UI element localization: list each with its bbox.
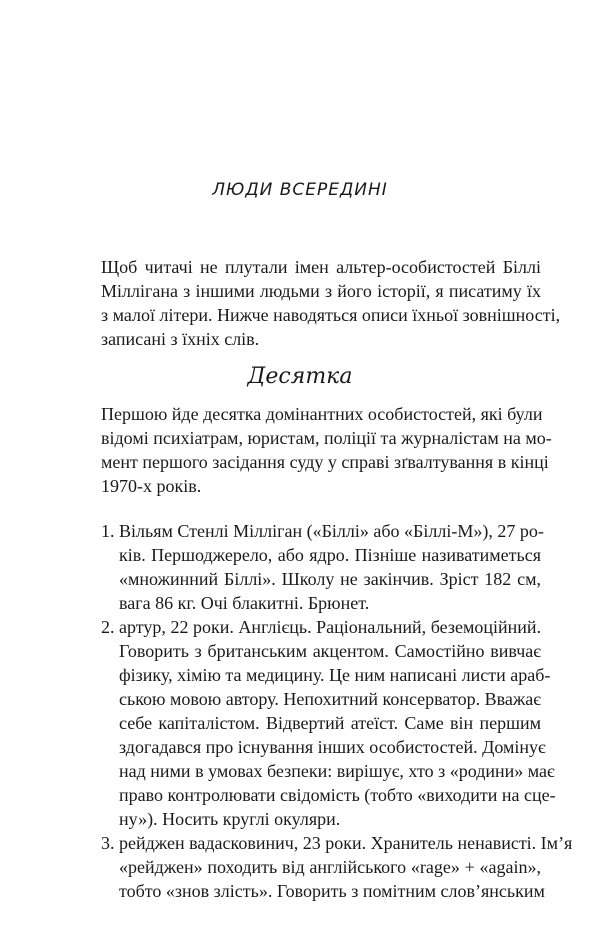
text-line: рейджен вадасковинич, 23 роки. Хранитель ненависті. Ім’я [119,833,573,853]
text-line: 1970-х років. [101,476,202,496]
text-line: Першою йде десятка домінантних особистостей, які були [101,404,543,424]
text-line: Вільям Стенлі Мілліган («Біллі» або «Біллі-М»), 27 ро- [119,521,544,541]
text-line: тобто «знов злість». Говорить з помітним слов’янським [119,881,545,901]
text-line: записані з їхніх слів. [101,329,260,349]
text-line: ською мовою автору. Непохитний консерватор. Вважає [119,689,541,709]
text-line: ну»). Носить круглі окуляри. [119,809,341,829]
text-line: ків. Першоджерело, або ядро. Пізніше називатиметься [119,545,541,565]
text-line: фізику, хімію та медицину. Це ним написані листи араб- [119,665,551,685]
text-line: з малої літери. Нижче наводяться описи їхньої зовнішності, [101,305,561,325]
list-number: 1. [101,521,115,541]
text-line: здогадався про існування інших особистостей. Домінує [119,737,546,757]
text-line: Міллігана з іншими людьми з його історії, я писатиму їх [101,281,541,301]
section-heading: Десятка [247,364,353,389]
page-title: ЛЮДИ ВСЕРЕДИНІ [212,180,388,200]
text-line: «рейджен» походить від англійського «rage» + «again», [119,857,541,877]
intro-paragraph [101,255,561,351]
text-line: право контролювати свідомість (тобто «виходити на сце- [119,785,556,805]
list-item [101,615,556,831]
list-item [101,831,573,903]
text-line: відомі психіатрам, юристам, поліції та журналістам на мо- [101,428,552,448]
text-line: вага 86 кг. Очі блакитні. Брюнет. [119,593,370,613]
text-line: «множинний Біллі». Школу не закінчив. Зріст 182 см, [119,569,541,589]
section-intro-paragraph [101,402,552,498]
text-line: артур, 22 роки. Англієць. Раціональний, беземоційний. [119,617,541,637]
list-item [101,519,544,615]
text-line: над ними в умовах безпеки: вирішує, хто з «родини» має [119,761,555,781]
text-line: себе капіталістом. Відвертий атеїст. Саме він першим [119,713,541,733]
text-line: Щоб читачі не плутали імен альтер-особистостей Біллі [101,257,541,277]
list-number: 2. [101,617,115,637]
alter-list [101,519,573,903]
list-number: 3. [101,833,115,853]
text-line: Говорить з британським акцентом. Самостійно вивчає [119,641,541,661]
text-line: мент першого засідання суду у справі зґвалтування в кінці [101,452,549,472]
